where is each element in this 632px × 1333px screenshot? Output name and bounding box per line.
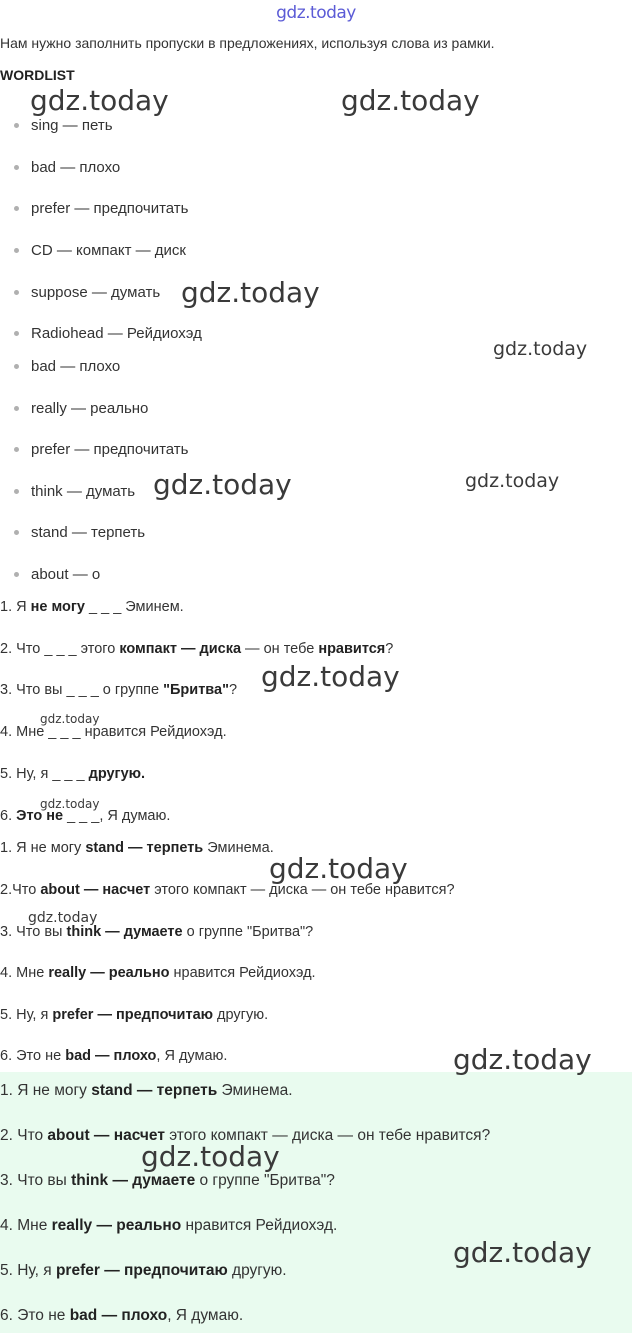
- watermark: gdz.today: [341, 84, 480, 117]
- watermark: gdz.today: [40, 797, 100, 811]
- answer-line: 5. Ну, я prefer — предпочитаю другую.: [0, 1007, 269, 1023]
- wordlist-item: stand — терпеть: [14, 524, 145, 541]
- wordlist-item: sing — петь: [14, 117, 113, 134]
- watermark: gdz.today: [28, 910, 98, 926]
- answer-line: 3. Что вы think — думаете о группе "Бритва"?: [0, 924, 314, 940]
- answer-box-line: 5. Ну, я prefer — предпочитаю другую.: [0, 1262, 287, 1279]
- exercise-sentence: 6. Это не _ _ _, Я думаю.: [0, 808, 171, 824]
- answer-box: [0, 1072, 632, 1333]
- bullet-icon: [14, 530, 19, 535]
- wordlist-item: prefer — предпочитать: [14, 441, 188, 458]
- watermark: gdz.today: [181, 276, 320, 309]
- answer-line: 2.Что about — насчет этого компакт — диска — он тебе нравится?: [0, 882, 455, 898]
- wordlist-item: prefer — предпочитать: [14, 200, 188, 217]
- watermark: gdz.today: [40, 712, 100, 726]
- site-logo[interactable]: gdz.today: [276, 3, 356, 23]
- exercise-sentence: 3. Что вы _ _ _ о группе "Бритва"?: [0, 682, 238, 698]
- bullet-icon: [14, 331, 19, 336]
- answer-box-line: 1. Я не могу stand — терпеть Эминема.: [0, 1082, 293, 1099]
- bullet-icon: [14, 290, 19, 295]
- bullet-icon: [14, 123, 19, 128]
- watermark: gdz.today: [453, 1236, 592, 1269]
- answer-box-line: 4. Мне really — реально нравится Рейдиохэд.: [0, 1217, 338, 1234]
- bullet-icon: [14, 489, 19, 494]
- exercise-sentence: 2. Что _ _ _ этого компакт — диска — он тебе нравится?: [0, 641, 394, 657]
- wordlist-item: think — думать: [14, 483, 135, 500]
- bullet-icon: [14, 206, 19, 211]
- exercise-sentence: 1. Я не могу _ _ _ Эминем.: [0, 599, 184, 615]
- watermark: gdz.today: [153, 468, 292, 501]
- watermark: gdz.today: [30, 84, 169, 117]
- exercise-sentence: 4. Мне _ _ _ нравится Рейдиохэд.: [0, 724, 227, 740]
- watermark: gdz.today: [493, 338, 588, 360]
- exercise-sentence: 5. Ну, я _ _ _ другую.: [0, 766, 146, 782]
- bullet-icon: [14, 447, 19, 452]
- wordlist-item: bad — плохо: [14, 159, 120, 176]
- answer-box-line: 2. Что about — насчет этого компакт — диска — он тебе нравится?: [0, 1127, 491, 1144]
- watermark: gdz.today: [453, 1043, 592, 1076]
- intro-text: Нам нужно заполнить пропуски в предложениях, используя слова из рамки.: [0, 35, 495, 51]
- answer-box-line: 6. Это не bad — плохо, Я думаю.: [0, 1307, 244, 1324]
- wordlist-item: about — о: [14, 566, 100, 583]
- watermark: gdz.today: [141, 1140, 280, 1173]
- wordlist-item: suppose — думать: [14, 284, 160, 301]
- wordlist-item: bad — плохо: [14, 358, 120, 375]
- answer-line: 1. Я не могу stand — терпеть Эминема.: [0, 840, 274, 856]
- watermark: gdz.today: [261, 660, 400, 693]
- bullet-icon: [14, 248, 19, 253]
- answer-box-line: 3. Что вы think — думаете о группе "Бритва"?: [0, 1172, 335, 1189]
- wordlist-title: WORDLIST: [0, 67, 75, 83]
- wordlist-item: CD — компакт — диск: [14, 242, 186, 259]
- answer-line: 4. Мне really — реально нравится Рейдиохэд.: [0, 965, 316, 981]
- bullet-icon: [14, 364, 19, 369]
- answer-line: 6. Это не bad — плохо, Я думаю.: [0, 1048, 228, 1064]
- watermark: gdz.today: [465, 470, 560, 492]
- bullet-icon: [14, 572, 19, 577]
- wordlist-item: Radiohead — Рейдиохэд: [14, 325, 202, 342]
- bullet-icon: [14, 406, 19, 411]
- wordlist-item: really — реально: [14, 400, 148, 417]
- watermark: gdz.today: [269, 852, 408, 885]
- bullet-icon: [14, 165, 19, 170]
